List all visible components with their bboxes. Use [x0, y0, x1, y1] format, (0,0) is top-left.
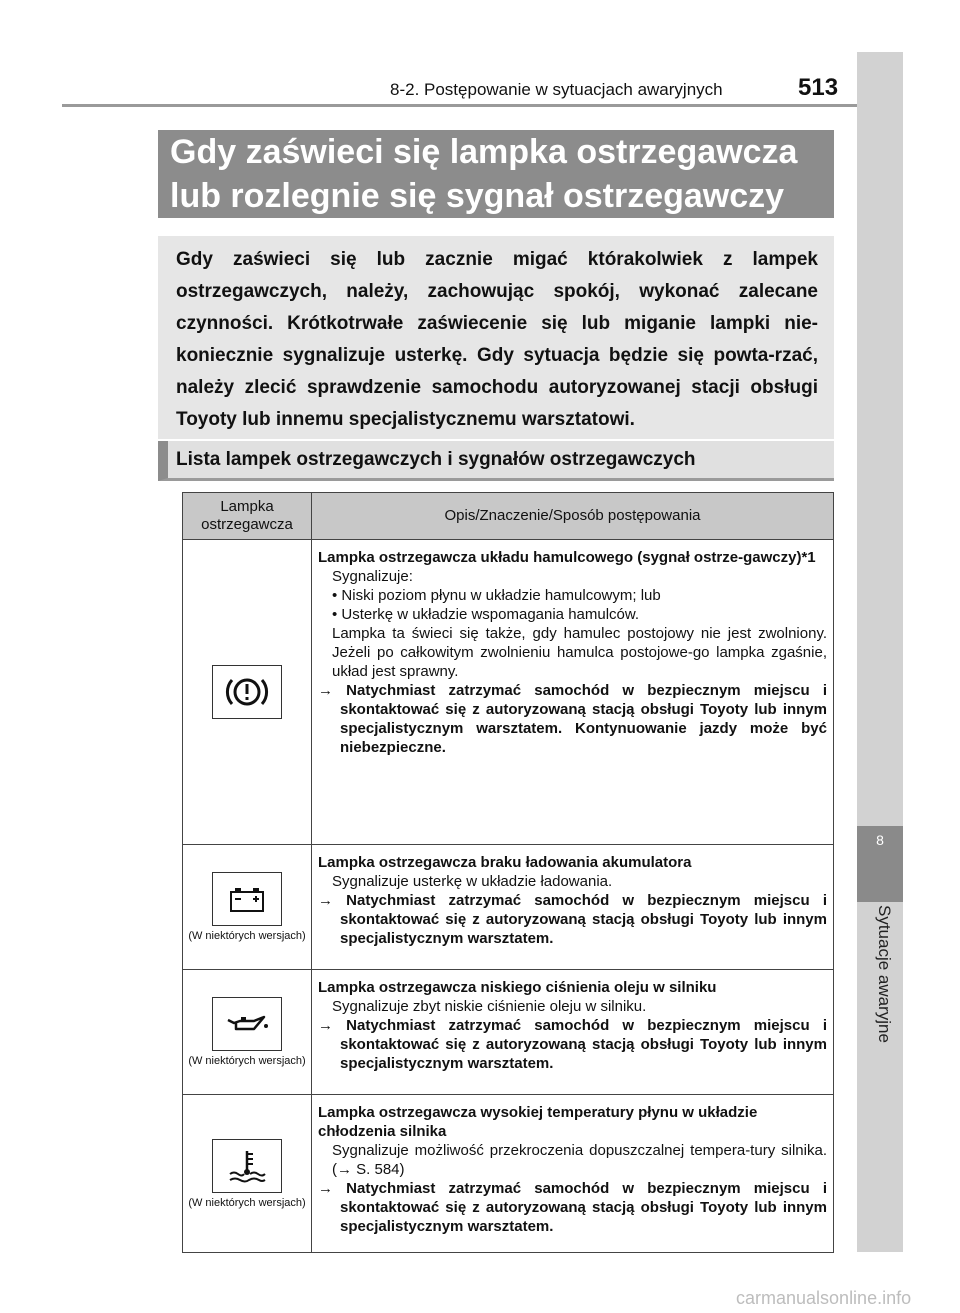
page-number: 513: [798, 74, 839, 101]
table-row: [183, 845, 834, 970]
description-line: Sygnalizuje zbyt niskie ciśnienie oleju w silniku.: [332, 998, 647, 1015]
lamp-title: Lampka ostrzegawcza wysokiej temperatury płynu w układzie chłodzenia silnika: [318, 1104, 758, 1140]
column-header-description: Opis/Znaczenie/Sposób postępowania: [312, 493, 834, 540]
description-line: • Niski poziom płynu w układzie hamulcowym; lub: [332, 587, 661, 604]
version-note: (W niektórych wersjach): [188, 1055, 306, 1067]
header-section-title: 8-2. Postępowanie w sytuacjach awaryjnych: [390, 80, 723, 99]
battery-icon: [212, 872, 282, 926]
page-title: Gdy zaświeci się lampka ostrzegawcza lub rozlegnie się sygnał ostrzegawczy: [158, 130, 834, 218]
table-row: [183, 1095, 834, 1253]
chapter-title-tab: Sytuacje awaryjne: [875, 905, 894, 1043]
action-instruction: → Natychmiast zatrzymać samochód w bezpiecznym miejscu i skontaktować się z autoryzowaną stacją obsługi Toyoty lub innym specjalistycznym warsztatem. Kontynuowanie jazdy może być niebezpieczne.: [318, 682, 827, 756]
column-header-lamp: Lampka ostrzegawcza: [183, 493, 312, 540]
version-note: (W niektórych wersjach): [188, 930, 306, 942]
action-instruction: → Natychmiast zatrzymać samochód w bezpiecznym miejscu i skontaktować się z autoryzowaną stacją obsługi Toyoty lub innym specjalistycznym warsztatem.: [318, 1017, 827, 1072]
brake-warning-icon: [212, 665, 282, 719]
table-row: [183, 970, 834, 1095]
coolant-temperature-icon: [212, 1139, 282, 1193]
description-line: Sygnalizuje możliwość przekroczenia dopuszczalnej tempera-tury silnika. (→ S. 584): [332, 1142, 827, 1178]
lamp-title: Lampka ostrzegawcza układu hamulcowego (sygnał ostrze-gawczy)*1: [318, 549, 816, 566]
description-line: • Usterkę w układzie wspomagania hamulców.: [332, 606, 640, 623]
header-divider: [62, 104, 857, 107]
action-instruction: → Natychmiast zatrzymać samochód w bezpiecznym miejscu i skontaktować się z autoryzowaną stacją obsługi Toyoty lub innym specjalistycznym warsztatem.: [318, 1180, 827, 1235]
description-line: Sygnalizuje:: [332, 568, 413, 585]
intro-paragraph: Gdy zaświeci się lub zacznie migać którakolwiek z lampek ostrzegawczych, należy, zachowując spokój, wykonać zalecane czynności. Krótkotrwałe zaświecenie się lub miganie lampki nie-koniecznie sygnalizuje usterkę. Gdy sytuacja będzie się powta-rzać, należy zlecić sprawdzenie samochodu autoryzowanej stacji obsługi Toyoty lub innemu specjalistycznemu warsztatowi.: [158, 236, 834, 439]
side-tab: [857, 52, 903, 1252]
warning-lamps-table: [182, 492, 834, 1253]
watermark: carmanualsonline.info: [736, 1288, 912, 1308]
lamp-title: Lampka ostrzegawcza niskiego ciśnienia oleju w silniku: [318, 979, 717, 996]
version-note: (W niektórych wersjach): [188, 1196, 306, 1209]
description-line: Lampka ta świeci się także, gdy hamulec postojowy nie jest zwolniony. Jeżeli po całkowitym zwolnieniu hamulca postojowe-go lampka zgaśnie, układ jest sprawny.: [332, 625, 827, 680]
chapter-number-tab: 8: [857, 826, 903, 902]
action-instruction: → Natychmiast zatrzymać samochód w bezpiecznym miejscu i skontaktować się z autoryzowaną stacją obsługi Toyoty lub innym specjalistycznym warsztatem.: [318, 892, 827, 947]
lamp-title: Lampka ostrzegawcza braku ładowania akumulatora: [318, 854, 692, 871]
table-row: [183, 540, 834, 845]
section-heading: Lista lampek ostrzegawczych i sygnałów ostrzegawczych: [158, 441, 834, 481]
description-line: Sygnalizuje usterkę w układzie ładowania.: [332, 873, 613, 890]
oil-pressure-icon: [212, 997, 282, 1051]
